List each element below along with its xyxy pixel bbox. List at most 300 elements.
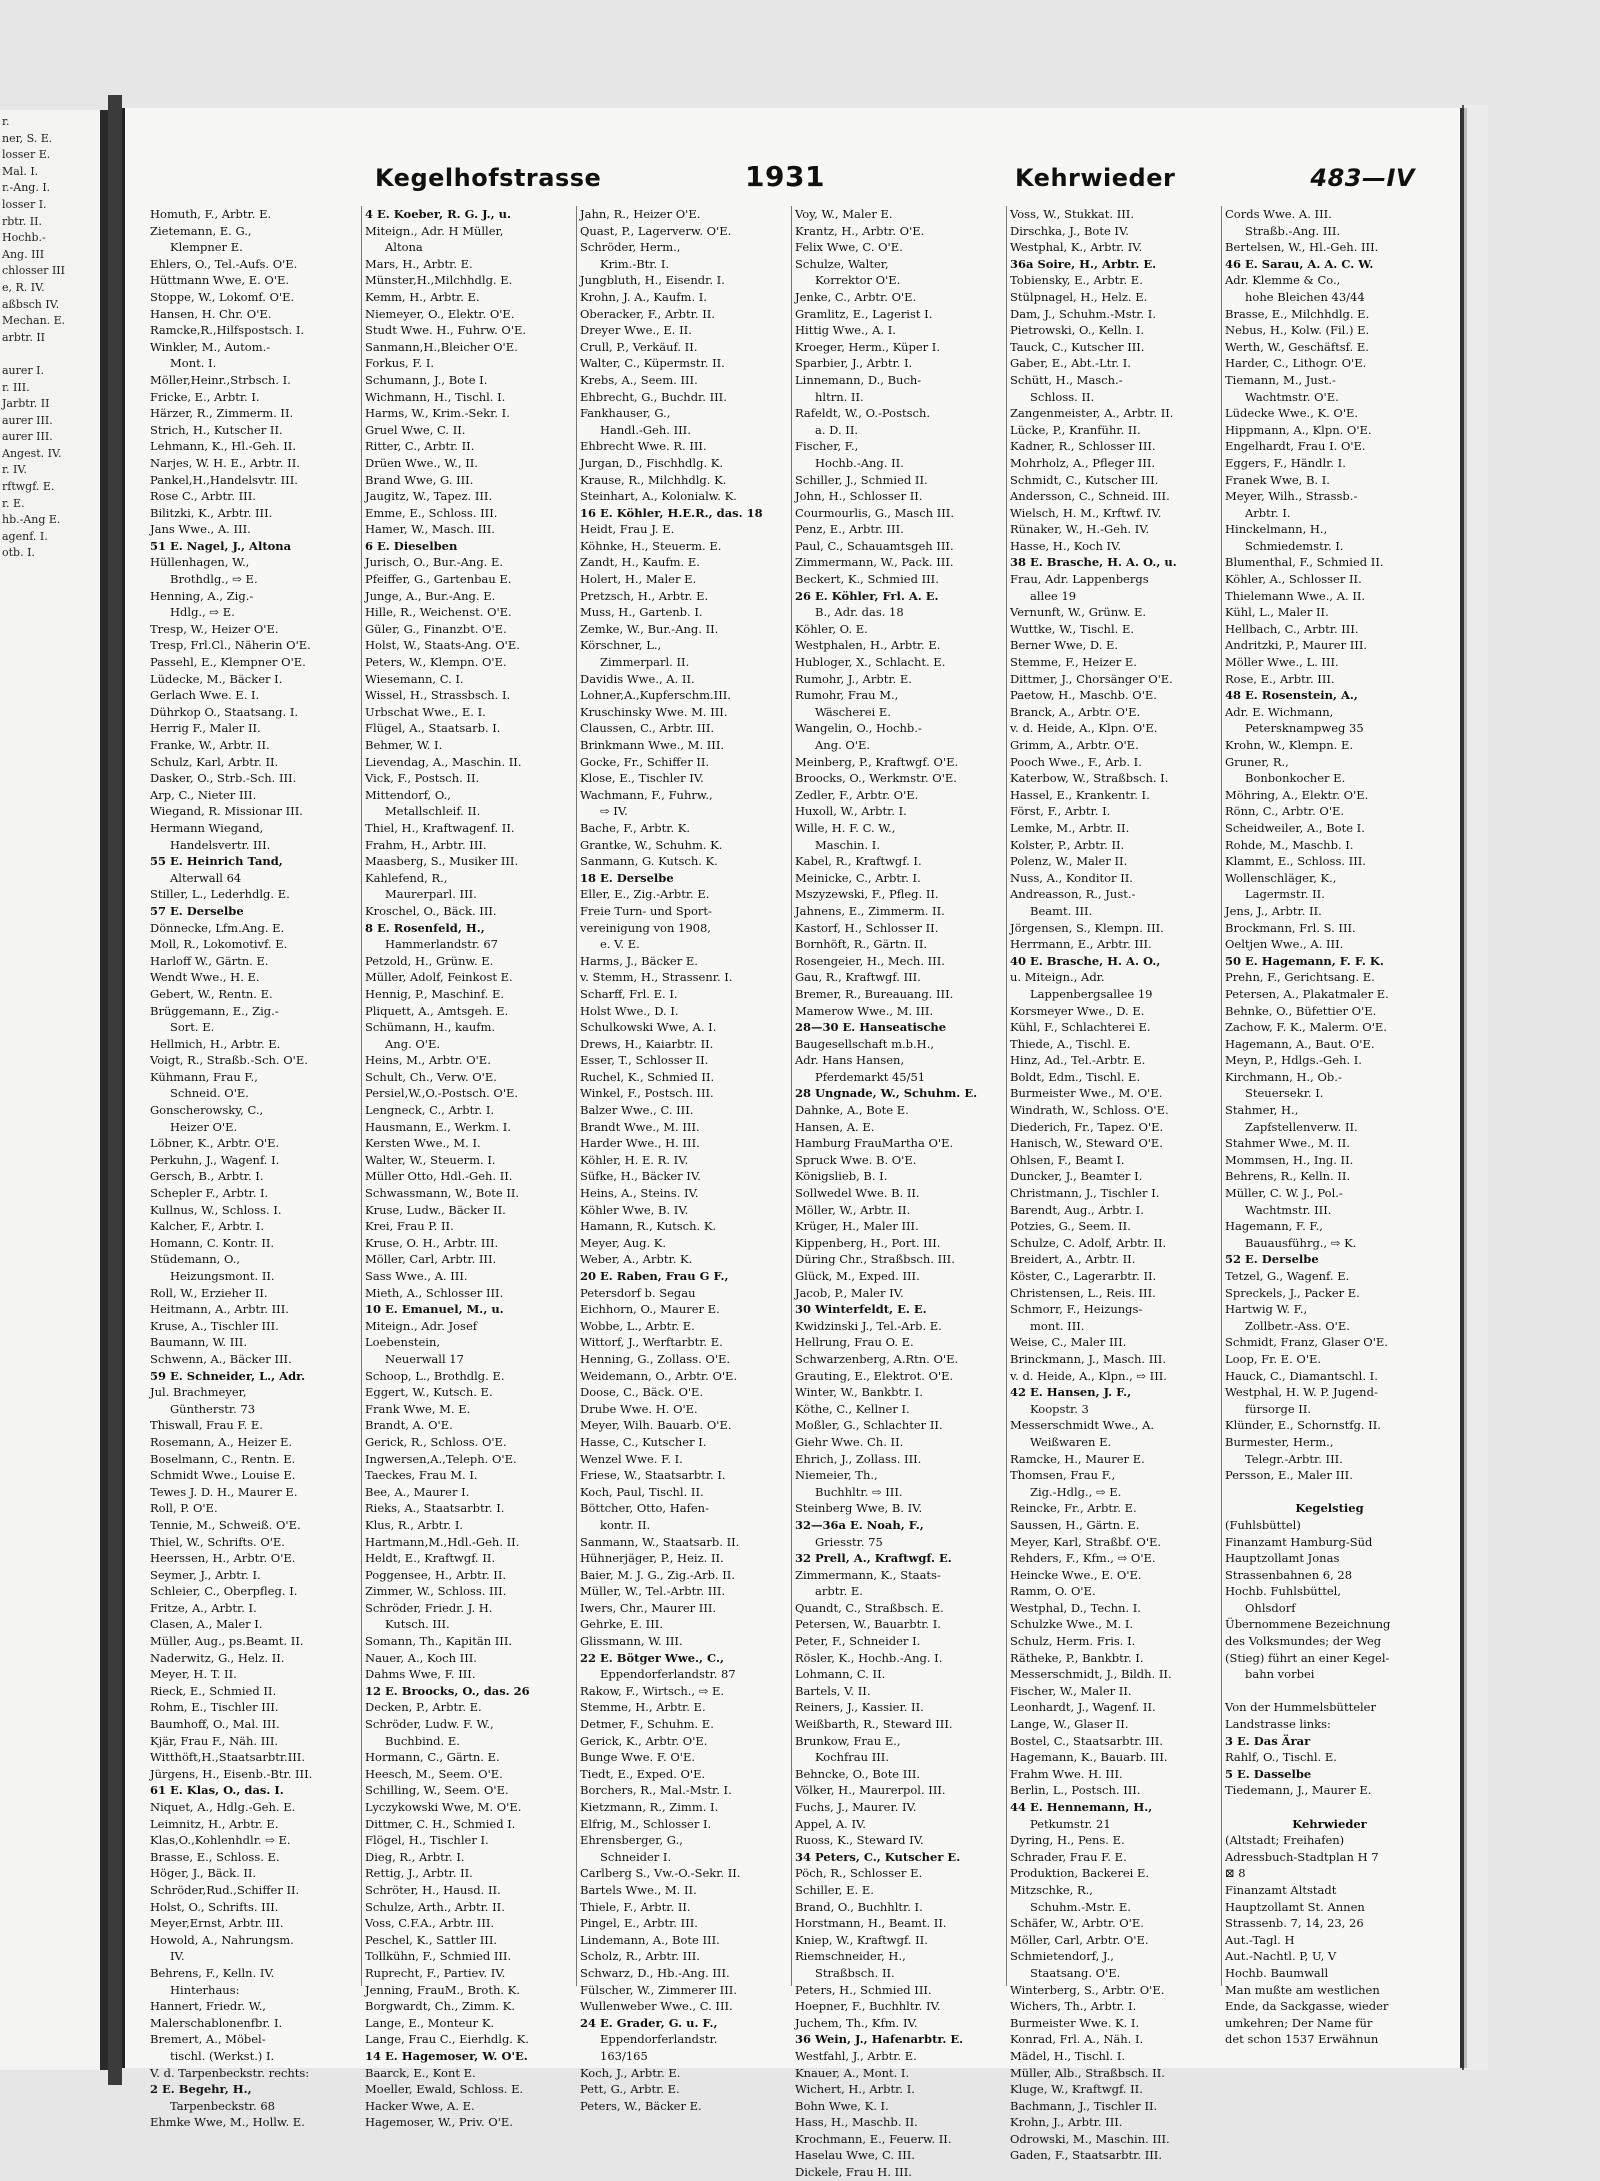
directory-entry: Heitmann, A., Arbtr. III. <box>150 1302 289 1317</box>
directory-entry <box>1225 1799 1434 1816</box>
directory-entry: Thielemann Wwe., A. II. <box>1225 588 1366 603</box>
directory-entry: Rehders, F., Kfm., ⇨ O'E. <box>1010 1551 1156 1566</box>
directory-entry: Meyer, Wilh., Strassb.- <box>1225 489 1358 504</box>
directory-entry: Roll, P. O'E. <box>150 1501 218 1516</box>
directory-entry: Kluge, W., Kraftwgf. II. <box>1010 2082 1143 2097</box>
directory-entry: Von der Hummelsbütteler <box>1225 1700 1376 1715</box>
directory-entry: Schröder,Rud.,Schiffer II. <box>150 1882 300 1897</box>
directory-entry: Kegelstieg <box>1295 1501 1364 1516</box>
directory-entry: Brasse, E., Milchhdlg. E. <box>1225 306 1370 321</box>
directory-entry: Potzies, G., Seem. II. <box>1010 1219 1131 1234</box>
directory-entry: Brand Wwe, G. III. <box>365 472 474 487</box>
directory-entry: Staatsang. O'E. <box>1030 1965 1121 1980</box>
directory-entry: Hdlg., ⇨ E. <box>170 605 235 620</box>
directory-entry: Weißwaren E. <box>1030 1434 1112 1449</box>
directory-entry: Tewes J. D. H., Maurer E. <box>150 1484 298 1499</box>
directory-entry: Müller, C. W. J., Pol.- <box>1225 1186 1343 1201</box>
directory-entry: Jörgensen, S., Klempn. III. <box>1010 920 1164 935</box>
directory-entry: 28—30 E. Hanseatische <box>795 1020 947 1035</box>
directory-entry: Rafeldt, W., O.-Postsch. <box>795 406 931 421</box>
directory-entry: Handelsvertr. III. <box>170 837 271 852</box>
directory-entry: Hass, H., Maschb. II. <box>795 2115 918 2130</box>
directory-entry: Hüllenhagen, W., <box>150 555 250 570</box>
directory-entry: Mamerow Wwe., M. III. <box>795 1003 934 1018</box>
directory-entry: Metallschleif. II. <box>385 804 481 819</box>
directory-entry: Burmeister Wwe. K. I. <box>1010 2015 1140 2030</box>
directory-entry: Köhler Wwe, B. IV. <box>580 1202 689 1217</box>
directory-entry: Eichhorn, O., Maurer E. <box>580 1302 720 1317</box>
directory-entry: Homann, C. Kontr. II. <box>150 1235 275 1250</box>
directory-entry: Hauck, C., Diamantschl. I. <box>1225 1368 1378 1383</box>
directory-entry: Rakow, F., Wirtsch., ⇨ E. <box>580 1683 725 1698</box>
street-heading-left: Kegelhofstrasse <box>375 164 602 192</box>
directory-entry: Königslieb, B. I. <box>795 1169 888 1184</box>
directory-entry: Andreasson, R., Just.- <box>1010 887 1136 902</box>
directory-entry: Jahn, R., Heizer O'E. <box>580 207 701 221</box>
directory-entry: Persson, E., Maler III. <box>1225 1468 1353 1483</box>
directory-entry: Scholz, R., Arbtr. III. <box>580 1949 700 1964</box>
directory-entry: Altona <box>385 240 423 255</box>
directory-entry: Schneider I. <box>600 1849 672 1864</box>
directory-entry: Gebert, W., Rentn. E. <box>150 986 273 1001</box>
directory-entry: (Stieg) führt an einer Kegel- <box>1225 1650 1390 1665</box>
directory-entry: Jul. Brachmeyer, <box>150 1385 247 1400</box>
directory-entry: Krantz, H., Arbtr. O'E. <box>795 223 925 238</box>
directory-page <box>122 108 1464 2180</box>
directory-entry: Roll, W., Erzieher II. <box>150 1285 268 1300</box>
directory-entry: Wobbe, L., Arbtr. E. <box>580 1318 695 1333</box>
directory-entry: Rose C., Arbtr. III. <box>150 489 256 504</box>
directory-entry: 32 Prell, A., Kraftwgf. E. <box>795 1551 952 1566</box>
directory-entry: Ingwersen,A.,Teleph. O'E. <box>365 1451 517 1466</box>
directory-entry: Lange, W., Glaser II. <box>1010 1717 1129 1732</box>
directory-entry: Ang. O'E. <box>815 738 871 752</box>
directory-entry: Adr. Hans Hansen, <box>795 1053 905 1068</box>
directory-entry: Hamer, W., Masch. III. <box>365 522 495 537</box>
directory-entry: Wollenschläger, K., <box>1225 870 1337 885</box>
directory-entry: Sass Wwe., A. III. <box>365 1269 468 1283</box>
directory-entry: Seymer, J., Arbtr. I. <box>150 1567 261 1582</box>
directory-entry: Schulze, Walter, <box>795 256 889 271</box>
directory-entry: Straßb.-Ang. III. <box>1245 223 1341 238</box>
directory-entry: Kehrwieder <box>1292 1816 1367 1831</box>
street-heading-right: Kehrwieder <box>1015 164 1176 192</box>
directory-entry: Brothdlg., ⇨ E. <box>170 572 258 587</box>
directory-entry: Vick, F., Postsch. II. <box>365 771 480 786</box>
directory-entry: Schumann, J., Bote I. <box>365 372 488 387</box>
directory-entry: Tollkühn, F., Schmied III. <box>365 1949 512 1964</box>
directory-entry: Lehmann, K., Hl.-Geh. II. <box>150 439 296 454</box>
directory-entry: 61 E. Klas, O., das. I. <box>150 1783 284 1798</box>
directory-entry: Hagemann, K., Bauarb. III. <box>1010 1750 1168 1765</box>
directory-entry: Gocke, Fr., Schiffer II. <box>580 754 710 769</box>
directory-entry: Wäscherei E. <box>815 704 891 719</box>
directory-entry: Loop, Fr. E. O'E. <box>1225 1351 1322 1366</box>
directory-entry: Zimmer, W., Schloss. III. <box>365 1584 507 1599</box>
directory-entry: Flügel, A., Staatsarb. I. <box>365 721 501 736</box>
directory-entry: Hinterhaus: <box>170 1982 240 1997</box>
directory-entry: Scharff, Frl. E. I. <box>580 986 678 1001</box>
directory-entry: Dirschka, J., Bote IV. <box>1010 223 1129 238</box>
directory-entry: Hellrung, Frau O. E. <box>795 1335 914 1350</box>
directory-entry: Schoop, L., Brothdlg. E. <box>365 1368 505 1383</box>
directory-entry: Hansen, H. Chr. O'E. <box>150 306 272 321</box>
directory-entry: Miteign., Adr. Josef <box>365 1318 478 1333</box>
directory-entry: Pöch, R., Schlosser E. <box>795 1866 923 1881</box>
directory-entry: Bohn Wwe, K. I. <box>795 2098 889 2113</box>
directory-entry: Griesstr. 75 <box>815 1534 883 1549</box>
directory-entry: Hauptzollamt St. Annen <box>1225 1899 1365 1914</box>
directory-entry: Hermann Wiegand, <box>150 820 264 835</box>
directory-entry: Persiel,W.,O.-Postsch. O'E. <box>365 1086 519 1101</box>
page-number: 483—IV <box>1310 164 1415 192</box>
directory-entry: Jürgens, H., Eisenb.-Btr. III. <box>150 1766 313 1781</box>
directory-entry: Mars, H., Arbtr. E. <box>365 256 473 271</box>
directory-entry: Mont. I. <box>170 356 217 371</box>
directory-entry: Reiners, J., Kassier. II. <box>795 1700 924 1715</box>
directory-entry: 51 E. Nagel, J., Altona <box>150 538 292 553</box>
directory-entry: Pingel, E., Arbtr. III. <box>580 1916 698 1931</box>
directory-entry: Lyczykowski Wwe, M. O'E. <box>365 1800 522 1814</box>
directory-entry: Holert, H., Maler E. <box>580 572 697 587</box>
directory-entry: Brandt, A. O'E. <box>365 1418 453 1433</box>
directory-entry: Zietemann, E. G., <box>150 223 252 238</box>
directory-entry: Kutsch. III. <box>385 1617 450 1632</box>
directory-entry: Harder Wwe., H. III. <box>580 1136 700 1151</box>
directory-entry: 42 E. Hansen, J. F., <box>1010 1385 1132 1400</box>
directory-entry: Saussen, H., Gärtn. E. <box>1010 1517 1140 1532</box>
directory-entry: Wichers, Th., Arbtr. I. <box>1010 1999 1137 2014</box>
directory-entry: Naderwitz, G., Helz. II. <box>150 1650 285 1665</box>
directory-entry: Frahm Wwe. H. III. <box>1010 1766 1123 1781</box>
directory-entry: Übernommene Bezeichnung <box>1225 1617 1391 1632</box>
directory-entry: Köthe, C., Kellner I. <box>795 1401 910 1416</box>
directory-entry: Fischer, F., <box>795 439 859 454</box>
directory-entry: Hasse, H., Koch IV. <box>1010 538 1122 553</box>
directory-entry: Hochb. Baumwall <box>1225 1965 1329 1980</box>
directory-entry: Herrmann, E., Arbtr. III. <box>1010 937 1152 952</box>
directory-entry: Beamt. III. <box>1030 903 1093 918</box>
directory-entry: Hammerlandstr. 67 <box>385 937 499 952</box>
directory-entry: Tiedemann, J., Maurer E. <box>1225 1783 1372 1798</box>
directory-entry: Müller Otto, Hdl.-Geh. II. <box>365 1169 513 1184</box>
directory-entry: Harder, C., Lithogr. O'E. <box>1225 356 1367 371</box>
directory-entry: Heldt, E., Kraftwgf. II. <box>365 1551 496 1566</box>
directory-entry: Ohlsdorf <box>1245 1600 1296 1615</box>
directory-entry: Branck, A., Arbtr. O'E. <box>1010 704 1141 719</box>
directory-entry: Drews, H., Kaiarbtr. II. <box>580 1036 714 1051</box>
directory-entry: Loebenstein, <box>365 1335 441 1350</box>
directory-entry: Nauer, A., Koch III. <box>365 1650 477 1665</box>
directory-entry <box>1225 1484 1434 1501</box>
directory-columns <box>147 206 1437 2180</box>
directory-entry: Hanisch, W., Steward O'E. <box>1010 1136 1163 1151</box>
directory-entry: Hennig, P., Maschinf. E. <box>365 986 505 1001</box>
directory-entry: Krei, Frau P. II. <box>365 1219 454 1234</box>
directory-entry: allee 19 <box>1030 588 1077 603</box>
directory-entry: Schümann, H., kaufm. <box>365 1020 496 1035</box>
directory-entry: Löbner, K., Arbtr. O'E. <box>150 1136 280 1151</box>
directory-entry: Peter, F., Schneider I. <box>795 1634 921 1649</box>
directory-entry: Ruchel, K., Schmied II. <box>580 1069 715 1084</box>
directory-entry: Westfahl, J., Arbtr. E. <box>795 2048 917 2063</box>
directory-entry: Pfeiffer, G., Gartenbau E. <box>365 572 512 587</box>
directory-entry: Wangelin, O., Hochb.- <box>795 721 922 736</box>
directory-entry: 20 E. Raben, Frau G F., <box>580 1269 729 1283</box>
directory-entry: Tauck, C., Kutscher III. <box>1010 339 1145 354</box>
directory-entry: Knauer, A., Mont. I. <box>795 2065 910 2080</box>
directory-entry: 163/165 <box>600 2048 648 2063</box>
directory-entry: Koch, Paul, Tischl. II. <box>580 1484 704 1499</box>
directory-entry: Zachow, F. K., Malerm. O'E. <box>1225 1020 1387 1035</box>
directory-entry: Lohmann, C. II. <box>795 1667 886 1682</box>
previous-page-fragment <box>0 110 108 2070</box>
directory-entry: Kalcher, F., Arbtr. I. <box>150 1219 265 1234</box>
directory-entry: Kjär, Frau F., Näh. III. <box>150 1733 279 1748</box>
directory-entry: Glissmann, W. III. <box>580 1634 683 1649</box>
directory-entry: Müller, W., Tel.-Arbtr. III. <box>580 1584 726 1599</box>
book-binding <box>108 95 122 2085</box>
directory-entry: ⊠ 8 <box>1225 1866 1246 1881</box>
directory-entry: Quandt, C., Straßbsch. E. <box>795 1600 944 1615</box>
directory-entry: Köhler, H. E. R. IV. <box>580 1152 689 1167</box>
directory-entry: Pferdemarkt 45/51 <box>815 1069 926 1084</box>
directory-entry: Lange, Frau C., Eierhdlg. K. <box>365 2032 529 2047</box>
directory-entry: Adr. E. Wichmann, <box>1225 704 1334 719</box>
directory-entry: Cords Wwe. A. III. <box>1225 207 1332 221</box>
directory-entry: Giehr Wwe. Ch. II. <box>795 1434 904 1449</box>
directory-entry: Mohrholz, A., Pfleger III. <box>1010 455 1156 470</box>
directory-entry: Telegr.-Arbtr. III. <box>1245 1451 1343 1466</box>
directory-entry: Wendt Wwe., H. E. <box>150 970 260 985</box>
directory-entry: Kersten Wwe., M. I. <box>365 1136 481 1151</box>
directory-entry: 34 Peters, C., Kutscher E. <box>795 1849 961 1864</box>
directory-entry: Möhring, A., Elektr. O'E. <box>1225 787 1369 802</box>
directory-entry: Klose, E., Tischler IV. <box>580 771 704 786</box>
directory-entry: Dittmer, C. H., Schmied I. <box>365 1816 516 1831</box>
directory-entry: Katerbow, W., Straßbsch. I. <box>1010 771 1169 786</box>
directory-entry: (Altstadt; Freihafen) <box>1225 1833 1345 1848</box>
column-2 <box>362 206 577 2130</box>
directory-entry: Kroschel, O., Bäck. III. <box>365 903 497 918</box>
directory-entry: Krause, R., Milchhdlg. K. <box>580 472 727 487</box>
directory-entry: Frahm, H., Arbtr. III. <box>365 837 487 852</box>
directory-entry: Behnke, O., Büfettier O'E. <box>1225 1003 1377 1018</box>
directory-entry: Kochfrau III. <box>815 1750 890 1765</box>
directory-entry: Jans Wwe., A. III. <box>150 522 251 537</box>
directory-entry: 40 E. Brasche, H. A. O., <box>1010 953 1161 968</box>
directory-entry: Haselau Wwe, C. III. <box>795 2148 915 2163</box>
directory-entry: Schröter, H., Hausd. II. <box>365 1882 501 1897</box>
directory-entry: Gaden, F., Staatsarbtr. III. <box>1010 2148 1162 2163</box>
directory-entry: Zemke, W., Bur.-Ang. II. <box>580 621 719 636</box>
directory-entry: Blumenthal, F., Schmied II. <box>1225 555 1384 570</box>
directory-entry: Jurisch, O., Bur.-Ang. E. <box>365 555 504 570</box>
directory-entry: Ritter, C., Arbtr. II. <box>365 439 475 454</box>
directory-entry: Tresp, Frl.Cl., Näherin O'E. <box>150 638 311 653</box>
directory-entry: Bornhöft, R., Gärtn. II. <box>795 937 928 952</box>
directory-entry: Produktion, Backerei E. <box>1010 1866 1150 1881</box>
directory-entry: Jaugitz, W., Tapez. III. <box>365 489 493 504</box>
directory-entry: Westphal, H. W. P. Jugend- <box>1225 1385 1378 1400</box>
directory-entry: Strassenbahnen 6, 28 <box>1225 1567 1353 1582</box>
directory-entry: Frank Wwe, M. E. <box>365 1401 471 1416</box>
directory-entry: Kühmann, Frau F., <box>150 1069 258 1084</box>
directory-entry: Wachmann, F., Fuhrw., <box>580 787 713 802</box>
directory-entry: Schulz, Herm. Fris. I. <box>1010 1634 1136 1649</box>
directory-entry: Völker, H., Maurerpol. III. <box>795 1783 946 1798</box>
directory-entry: Meyer, Wilh. Bauarb. O'E. <box>580 1418 732 1433</box>
directory-entry: Sollwedel Wwe. B. II. <box>795 1186 920 1201</box>
directory-entry: Ramm, O. O'E. <box>1010 1584 1096 1599</box>
directory-entry: Kroeger, Herm., Küper I. <box>795 339 940 354</box>
directory-entry: 6 E. Dieselben <box>365 538 458 553</box>
directory-entry: Wiegand, R. Missionar III. <box>150 804 303 819</box>
directory-entry: Paul, C., Schauamtsgeh III. <box>795 538 954 553</box>
directory-entry: Höger, J., Bäck. II. <box>150 1866 257 1881</box>
directory-entry: Hüttmann Wwe, E. O'E. <box>150 273 290 288</box>
directory-entry: Kabel, R., Kraftwgf. I. <box>795 854 922 869</box>
directory-entry: 12 E. Broocks, O., das. 26 <box>365 1683 530 1698</box>
directory-entry: Ende, da Sackgasse, wieder <box>1225 1999 1389 2014</box>
directory-entry: Boldt, Edm., Tischl. E. <box>1010 1069 1141 1084</box>
directory-entry: Schiller, J., Schmied II. <box>795 472 928 487</box>
directory-entry: Schmidt, C., Kutscher III. <box>1010 472 1159 487</box>
directory-entry: 59 E. Schneider, L., Adr. <box>150 1368 306 1383</box>
directory-entry: Wielsch, H. M., Krftwf. IV. <box>1010 505 1162 520</box>
directory-entry: Appel, A. IV. <box>795 1816 866 1831</box>
directory-entry: Alterwall 64 <box>170 870 242 885</box>
directory-entry: Schwarz, D., Hb.-Ang. III. <box>580 1965 730 1980</box>
directory-entry: Klus, R., Arbtr. I. <box>365 1517 464 1532</box>
directory-entry: Moßler, G., Schlachter II. <box>795 1418 943 1433</box>
directory-entry: Mommsen, H., Ing. II. <box>1225 1152 1354 1167</box>
directory-entry: Esser, T., Schlosser II. <box>580 1053 709 1068</box>
directory-entry: Ruprecht, F., Partiev. IV. <box>365 1965 506 1980</box>
directory-entry: Hühnerjäger, P., Heiz. II. <box>580 1551 724 1566</box>
directory-entry: Harms, W., Krim.-Sekr. I. <box>365 406 510 421</box>
directory-entry: Behmer, W. I. <box>365 738 443 752</box>
directory-entry: Tennie, M., Schweiß. O'E. <box>150 1517 301 1532</box>
directory-entry: Schwarzenberg, A.Rtn. O'E. <box>795 1351 959 1366</box>
directory-entry: Schulze, Arth., Arbtr. II. <box>365 1899 505 1914</box>
page-header <box>145 158 1440 198</box>
directory-entry: Jahnens, E., Zimmerm. II. <box>795 903 945 918</box>
directory-entry: Dreyer Wwe., E. II. <box>580 323 692 338</box>
directory-entry: Rohm, E., Tischler III. <box>150 1700 279 1715</box>
directory-entry: Kolster, P., Arbtr. II. <box>1010 837 1125 852</box>
column-3 <box>577 206 792 2113</box>
directory-entry: Meyer,Ernst, Arbtr. III. <box>150 1916 284 1931</box>
directory-entry: Grimm, A., Arbtr. O'E. <box>1010 738 1139 752</box>
directory-entry: Tetzel, G., Wagenf. E. <box>1225 1269 1350 1283</box>
directory-entry: Wittorf, J., Werftarbtr. E. <box>580 1335 723 1350</box>
directory-entry: Fischer, W., Maler II. <box>1010 1683 1132 1698</box>
directory-entry: 30 Winterfeldt, E. E. <box>795 1302 927 1317</box>
directory-entry: Mieth, A., Schlosser III. <box>365 1285 504 1300</box>
directory-entry: Dasker, O., Strb.-Sch. III. <box>150 771 297 786</box>
directory-entry: Quast, P., Lagerverw. O'E. <box>580 223 732 238</box>
directory-entry: Westphalen, H., Arbtr. E. <box>795 638 941 653</box>
directory-entry: 36a Soire, H., Arbtr. E. <box>1010 256 1157 271</box>
directory-entry: v. d. Heide, A., Klpn. O'E. <box>1010 721 1158 736</box>
directory-entry: Härzer, R., Zimmerm. II. <box>150 406 294 421</box>
directory-entry: Heins, A., Steins. IV. <box>580 1186 699 1201</box>
directory-entry: Stemme, H., Arbtr. E. <box>580 1700 706 1715</box>
directory-entry: Klammt, E., Schloss. III. <box>1225 854 1366 869</box>
directory-entry: Thiel, W., Schrifts. O'E. <box>150 1534 285 1549</box>
directory-entry: e. V. E. <box>600 937 640 952</box>
directory-entry: Behrens, R., Kelln. II. <box>1225 1169 1351 1184</box>
directory-entry: Carlberg S., Vw.-O.-Sekr. II. <box>580 1866 741 1881</box>
directory-entry: Christensen, L., Reis. III. <box>1010 1285 1156 1300</box>
directory-entry: Hinckelmann, H., <box>1225 522 1328 537</box>
directory-entry: Schröder, Herm., <box>580 240 681 255</box>
directory-entry: Eppendorferlandstr. <box>600 2032 718 2047</box>
directory-entry: Ehlers, O., Tel.-Aufs. O'E. <box>150 256 298 271</box>
directory-entry: Baumann, W. III. <box>150 1335 248 1350</box>
directory-entry: Bartels, V. II. <box>795 1683 871 1698</box>
column-6 <box>1222 206 1437 2047</box>
directory-entry: Heizungsmont. II. <box>170 1269 275 1283</box>
directory-entry: Linnemann, D., Buch- <box>795 372 922 387</box>
directory-entry: Bremer, R., Bureauang. III. <box>795 986 954 1001</box>
directory-entry: Nebus, H., Kolw. (Fil.) E. <box>1225 323 1370 338</box>
directory-entry: Felix Wwe, C. O'E. <box>795 240 903 255</box>
directory-entry: Kruse, Ludw., Bäcker II. <box>365 1202 506 1217</box>
directory-entry: Ohlsen, F., Beamt I. <box>1010 1152 1125 1167</box>
directory-entry: Bonbonkocher E. <box>1245 771 1346 786</box>
directory-entry: Zedler, F., Arbtr. O'E. <box>795 787 919 802</box>
directory-entry: Schuhm.-Mstr. E. <box>1030 1899 1131 1914</box>
directory-entry: v. d. Heide, A., Klpn., ⇨ III. <box>1010 1368 1167 1383</box>
directory-entry: Grauting, E., Elektrot. O'E. <box>795 1368 954 1383</box>
directory-entry: Dührkop O., Staatsang. I. <box>150 704 299 719</box>
directory-entry: Korsmeyer Wwe., D. E. <box>1010 1003 1145 1018</box>
directory-entry: mont. III. <box>1030 1318 1085 1333</box>
directory-entry: Berlin, L., Postsch. III. <box>1010 1783 1141 1798</box>
directory-entry: Passehl, E., Klempner O'E. <box>150 655 306 670</box>
directory-entry: Först, F., Arbtr. I. <box>1010 804 1111 819</box>
directory-entry: Niquet, A., Hdlg.-Geh. E. <box>150 1800 296 1814</box>
directory-entry: Finanzamt Hamburg-Süd <box>1225 1534 1373 1549</box>
directory-entry: Ehbrecht Wwe. R. III. <box>580 439 707 454</box>
directory-entry: Hagemann, F. F., <box>1225 1219 1323 1234</box>
directory-entry: Zollbetr.-Ass. O'E. <box>1245 1318 1350 1333</box>
directory-entry: Zimmermann, K., Staats- <box>795 1567 941 1582</box>
directory-entry: Güntherstr. 73 <box>170 1401 256 1416</box>
directory-entry: Tarpenbeckstr. 68 <box>170 2098 275 2113</box>
directory-entry: Jungbluth, H., Eisendr. I. <box>580 273 725 288</box>
directory-entry: Baugesellschaft m.b.H., <box>795 1036 934 1051</box>
directory-entry: Wissel, H., Strassbsch. I. <box>365 688 511 703</box>
directory-entry: Kruse, O. H., Arbtr. III. <box>365 1235 499 1250</box>
directory-entry: Malerschablonenfbr. I. <box>150 2015 283 2030</box>
directory-entry: Adr. Klemme & Co., <box>1225 273 1341 288</box>
directory-entry: 24 E. Grader, G. u. F., <box>580 2015 718 2030</box>
directory-entry: Heizer O'E. <box>170 1119 238 1134</box>
directory-entry: Stülpnagel, H., Helz. E. <box>1010 289 1148 304</box>
directory-entry: Gruner, R., <box>1225 754 1289 769</box>
directory-entry: 5 E. Dasselbe <box>1225 1766 1312 1781</box>
directory-entry: Somann, Th., Kapitän III. <box>365 1634 513 1649</box>
directory-entry: Drüen Wwe., W., II. <box>365 455 478 470</box>
directory-entry: Bunge Wwe. F. O'E. <box>580 1750 696 1765</box>
directory-entry: Klünder, E., Schornstfg. II. <box>1225 1418 1381 1433</box>
directory-entry: Kahlefend, R., <box>365 870 448 885</box>
directory-entry: Jacob, P., Maler IV. <box>795 1285 904 1300</box>
directory-entry: Hippmann, A., Klpn. O'E. <box>1225 422 1372 437</box>
